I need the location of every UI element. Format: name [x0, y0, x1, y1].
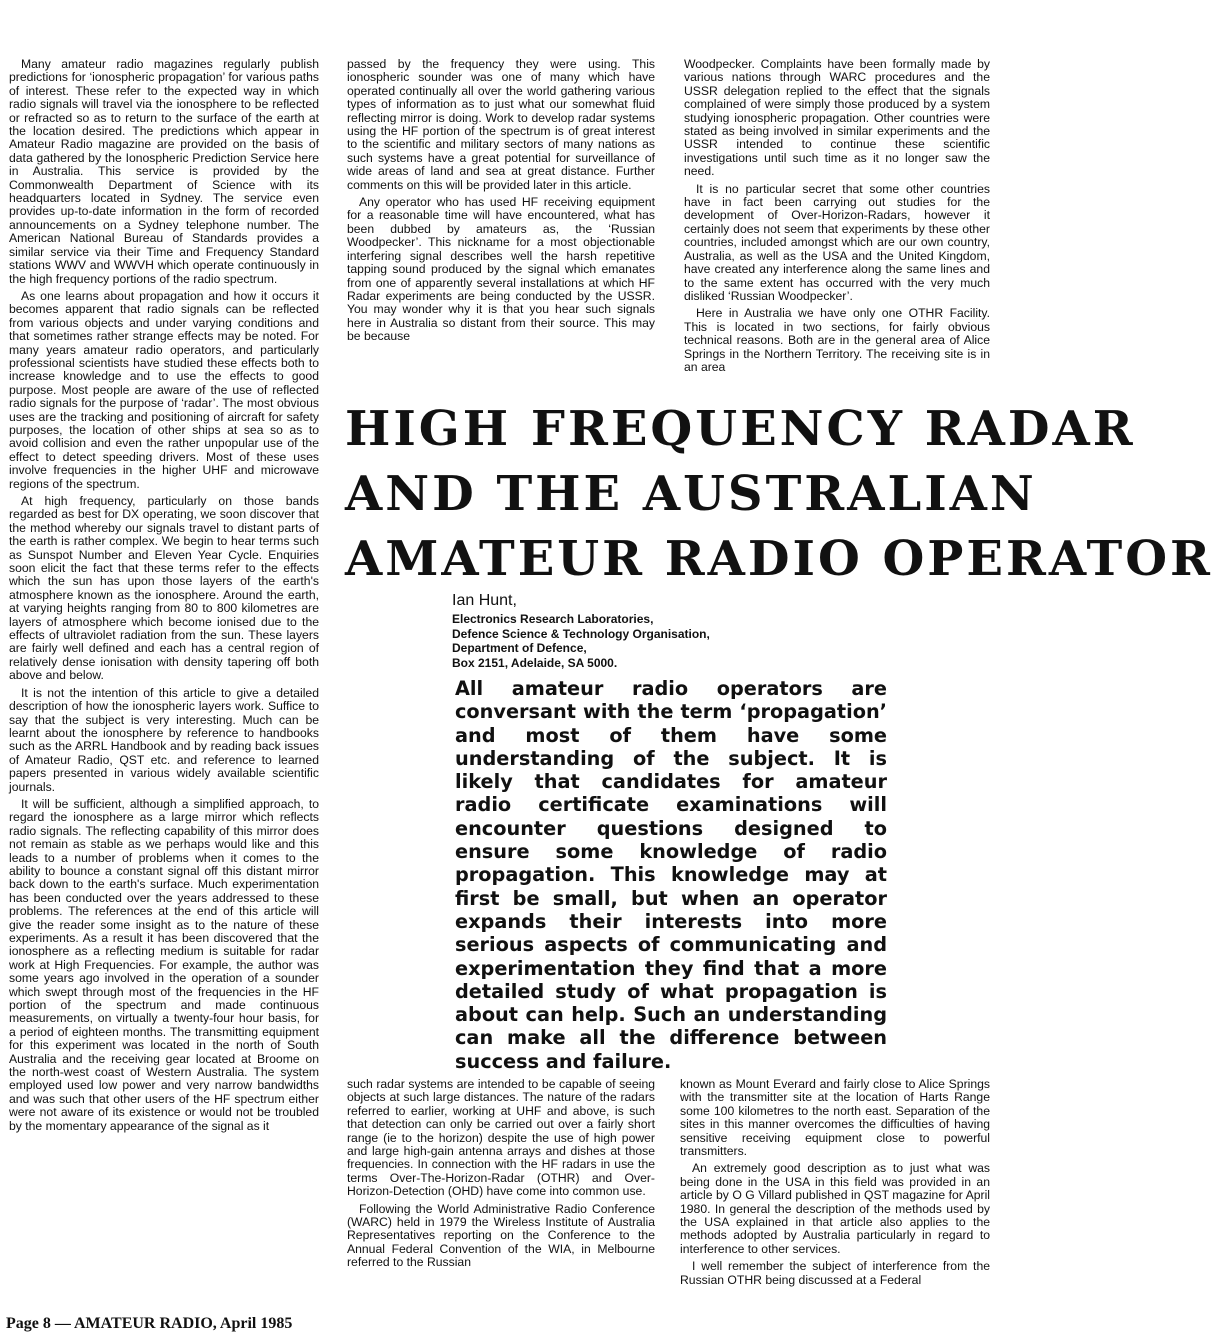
affiliation-line: Electronics Research Laboratories,	[452, 612, 654, 626]
paragraph: Following the World Administrative Radio Conference (WARC) held in 1979 the Wireless Institute of Australia Representatives reporting on the Conference to the Annual Federal Convention of the WIA, in Melbourne referred to the Russian	[347, 1201, 655, 1270]
article-title	[345, 397, 1213, 592]
title-line: HIGH FREQUENCY RADAR	[345, 401, 1136, 457]
author-name: Ian Hunt,	[452, 592, 517, 609]
column-2-bottom-text	[347, 1078, 655, 1310]
affiliation-line: Defence Science & Technology Organisation,	[452, 626, 710, 641]
page-footer: Page 8 — AMATEUR RADIO, April 1985	[6, 1315, 293, 1332]
paragraph: At high frequency, particularly on those bands regarded as best for DX operating, we soon discover that the method whereby our signals travel to distant parts of the earth is rather complex. We begin to hear terms such as Sunspot Number and Eleven Year Cycle. Enquiries soon elicit the fact that these terms refer to the effects which the sun has upon those layers of the earth's atmosphere known as the ionosphere. Around the earth, at varying heights ranging from 80 to 800 kilometres are layers of atmosphere which become ionised due to the effects of ultraviolet radiation from the sun. These layers are fairly well defined and each has a central region of relatively dense ionisation with density tapering off both above and below.	[9, 494, 319, 683]
title-line: AND THE AUSTRALIAN	[345, 466, 1037, 522]
column-1-text	[9, 58, 319, 1308]
paragraph: such radar systems are intended to be capable of seeing objects at such large distances. The nature of the radars referred to earlier, working at UHF and above, is such that detection can only be carried out over a fairly short range (ie to the horizon) despite the use of high power and large high-gain antenna arrays and dishes at those frequencies. In connection with the HF radars in use the terms Over-The-Horizon-Radar (OTHR) and Over-Horizon-Detection (OHD) have come into common use.	[347, 1077, 655, 1199]
paragraph: known as Mount Everard and fairly close to Alice Springs with the transmitter site at the location of Harts Range some 100 kilometres to the north east. Separation of the sites in this manner overcomes the difficulties of having sensitive receiving equipment close to powerful transmitters.	[680, 1077, 990, 1159]
affiliation-line: Department of Defence,	[452, 641, 587, 655]
paragraph: It is no particular secret that some other countries have in fact been carrying out studies for the development of Over-Horizon-Radars, however it certainly does not seem that experiments by these other countries, included amongst which are our own country, Australia, as well as the USA and the United Kingdom, have created any interference along the same lines and to the same extent has occurred with the very much disliked ‘Russian Woodpecker’.	[684, 181, 990, 303]
title-line: AMATEUR RADIO OPERATOR	[345, 531, 1213, 587]
article-standfirst: All amateur radio operators are conversant with the term ‘propagation’ and most of them have some understanding of the subject. It is likely that candidates for amateur radio certificate examinations will encounter questions designed to ensure some knowledge of radio propagation. This knowledge may at first be small, but when an operator expands their interests into more serious aspects of communicating and experimentation they find that a more detailed study of what propagation is about can help. Such an understanding can make all the difference between success and failure.	[455, 677, 887, 1073]
affiliation-line: Box 2151, Adelaide, SA 5000.	[452, 655, 618, 670]
paragraph: An extremely good description as to just what was being done in the USA in this field was provided in an article by O G Villard published in QST magazine for April 1980. In general the description of the methods used by the USA explained in that article also applies to the methods adopted by Australia particularly in regard to interference to other services.	[680, 1161, 990, 1256]
paragraph: Woodpecker. Complaints have been formally made by various nations through WARC procedures and the USSR delegation replied to the effect that the signals complained of were simply those produced by a system studying ionospheric propagation. Other countries were stated as being involved in similar experiments and the USSR intended to continue these scientific investigations until such time as it no longer saw the need.	[684, 57, 990, 179]
paragraph: passed by the frequency they were using. This ionospheric sounder was one of many which have operated continually all over the world gathering various types of information as to just what our somewhat fluid reflecting mirror is doing. Work to develop radar systems using the HF portion of the spectrum is of great interest to the scientific and military sectors of many nations as such systems have a great potential for surveillance of wide areas of land and sea at great distance. Further comments on this will be provided later in this article.	[347, 57, 655, 192]
paragraph: It will be sufficient, although a simplified approach, to regard the ionosphere as a large mirror which reflects radio signals. The reflecting capability of this mirror does not remain as stable as we perhaps would like and this leads to a number of problems when it comes to the ability to bounce a constant signal off this distant mirror back down to the earth's surface. Much experimentation has been conducted over the years addressed to these problems. The references at the end of this article will give the reader some insight as to the nature of these experiments. As a result it has been discovered that the ionosphere as a reflecting medium is suitable for radar work at High Frequencies. For example, the author was some years ago involved in the operation of a sounder which swept through most of the frequencies in the HF portion of the spectrum and made continuous measurements, on virtually a twenty-four hour basis, for a period of eighteen months. The transmitting equipment for this experiment was located in the north of South Australia and the receiving gear located at Broome on the north-west coast of Western Australia. The system employed used low power and very narrow bandwidths and was such that other users of the HF spectrum either were not aware of its existence or would not be troubled by the momentary appearance of the signal as it	[9, 796, 319, 1133]
paragraph: Any operator who has used HF receiving equipment for a reasonable time will have encountered, what has been dubbed by amateurs as, the ‘Russian Woodpecker’. This nickname for a most objectionable interfering signal describes well the harsh repetitive tapping sound produced by the signal which emanates from one of apparently several installations at which HF Radar experiments are being conducted by the USSR. You may wonder why it is that you hear such signals here in Australia so distant from their source. This may be because	[347, 195, 655, 344]
paragraph: I well remember the subject of interference from the Russian OTHR being discussed at a Federal	[680, 1259, 990, 1287]
column-2-top-text	[347, 58, 655, 383]
author-affiliation	[452, 612, 710, 670]
paragraph: Many amateur radio magazines regularly publish predictions for ‘ionospheric propagation’ for various paths of interest. These refer to the expected way in which radio signals will travel via the ionosphere to be reflected or refracted so as to return to the surface of the earth at the location desired. The predictions which appear in Amateur Radio magazine are provided on the basis of data gathered by the Ionospheric Prediction Service here in Australia. This service is provided by the Commonwealth Department of Science with its headquarters located in Sydney. The service even provides up-to-date information in the form of recorded announcements on a Sydney telephone number. The American National Bureau of Standards provides a similar service via their Time and Frequency Standard stations WWV and WWVH which operate continuously in the high frequency portions of the radio spectrum.	[9, 57, 319, 286]
paragraph: As one learns about propagation and how it occurs it becomes apparent that radio signals can be reflected from various objects and under varying conditions and that sometimes rather strange effects may be noted. For many years amateur radio operators, and particularly professional scientists have studied these effects both to increase knowledge and to use the effects to good purpose. Most people are aware of the use of reflected radio signals for the purpose of ‘radar’. The most obvious uses are the tracking and positioning of aircraft for safety purposes, the location of other ships at sea so as to avoid collision and even the rather unpopular use of the effect to detect speeding drivers. Most of these uses involve frequencies in the higher UHF and microwave regions of the spectrum.	[9, 288, 319, 491]
paragraph: Here in Australia we have only one OTHR Facility. This is located in two sections, for fairly obvious technical reasons. Both are in the general area of Alice Springs in the Northern Territory. The receiving site is in an area	[684, 306, 990, 374]
paragraph: It is not the intention of this article to give a detailed description of how the ionospheric layers work. Suffice to say that the subject is very interesting. Much can be learnt about the ionosphere by reference to handbooks such as the ARRL Handbook and by reading back issues of Amateur Radio, QST etc. and reference to learned papers presented in various widely available scientific journals.	[9, 685, 319, 794]
column-3-top-text	[684, 58, 990, 383]
column-3-bottom-text	[680, 1078, 990, 1310]
